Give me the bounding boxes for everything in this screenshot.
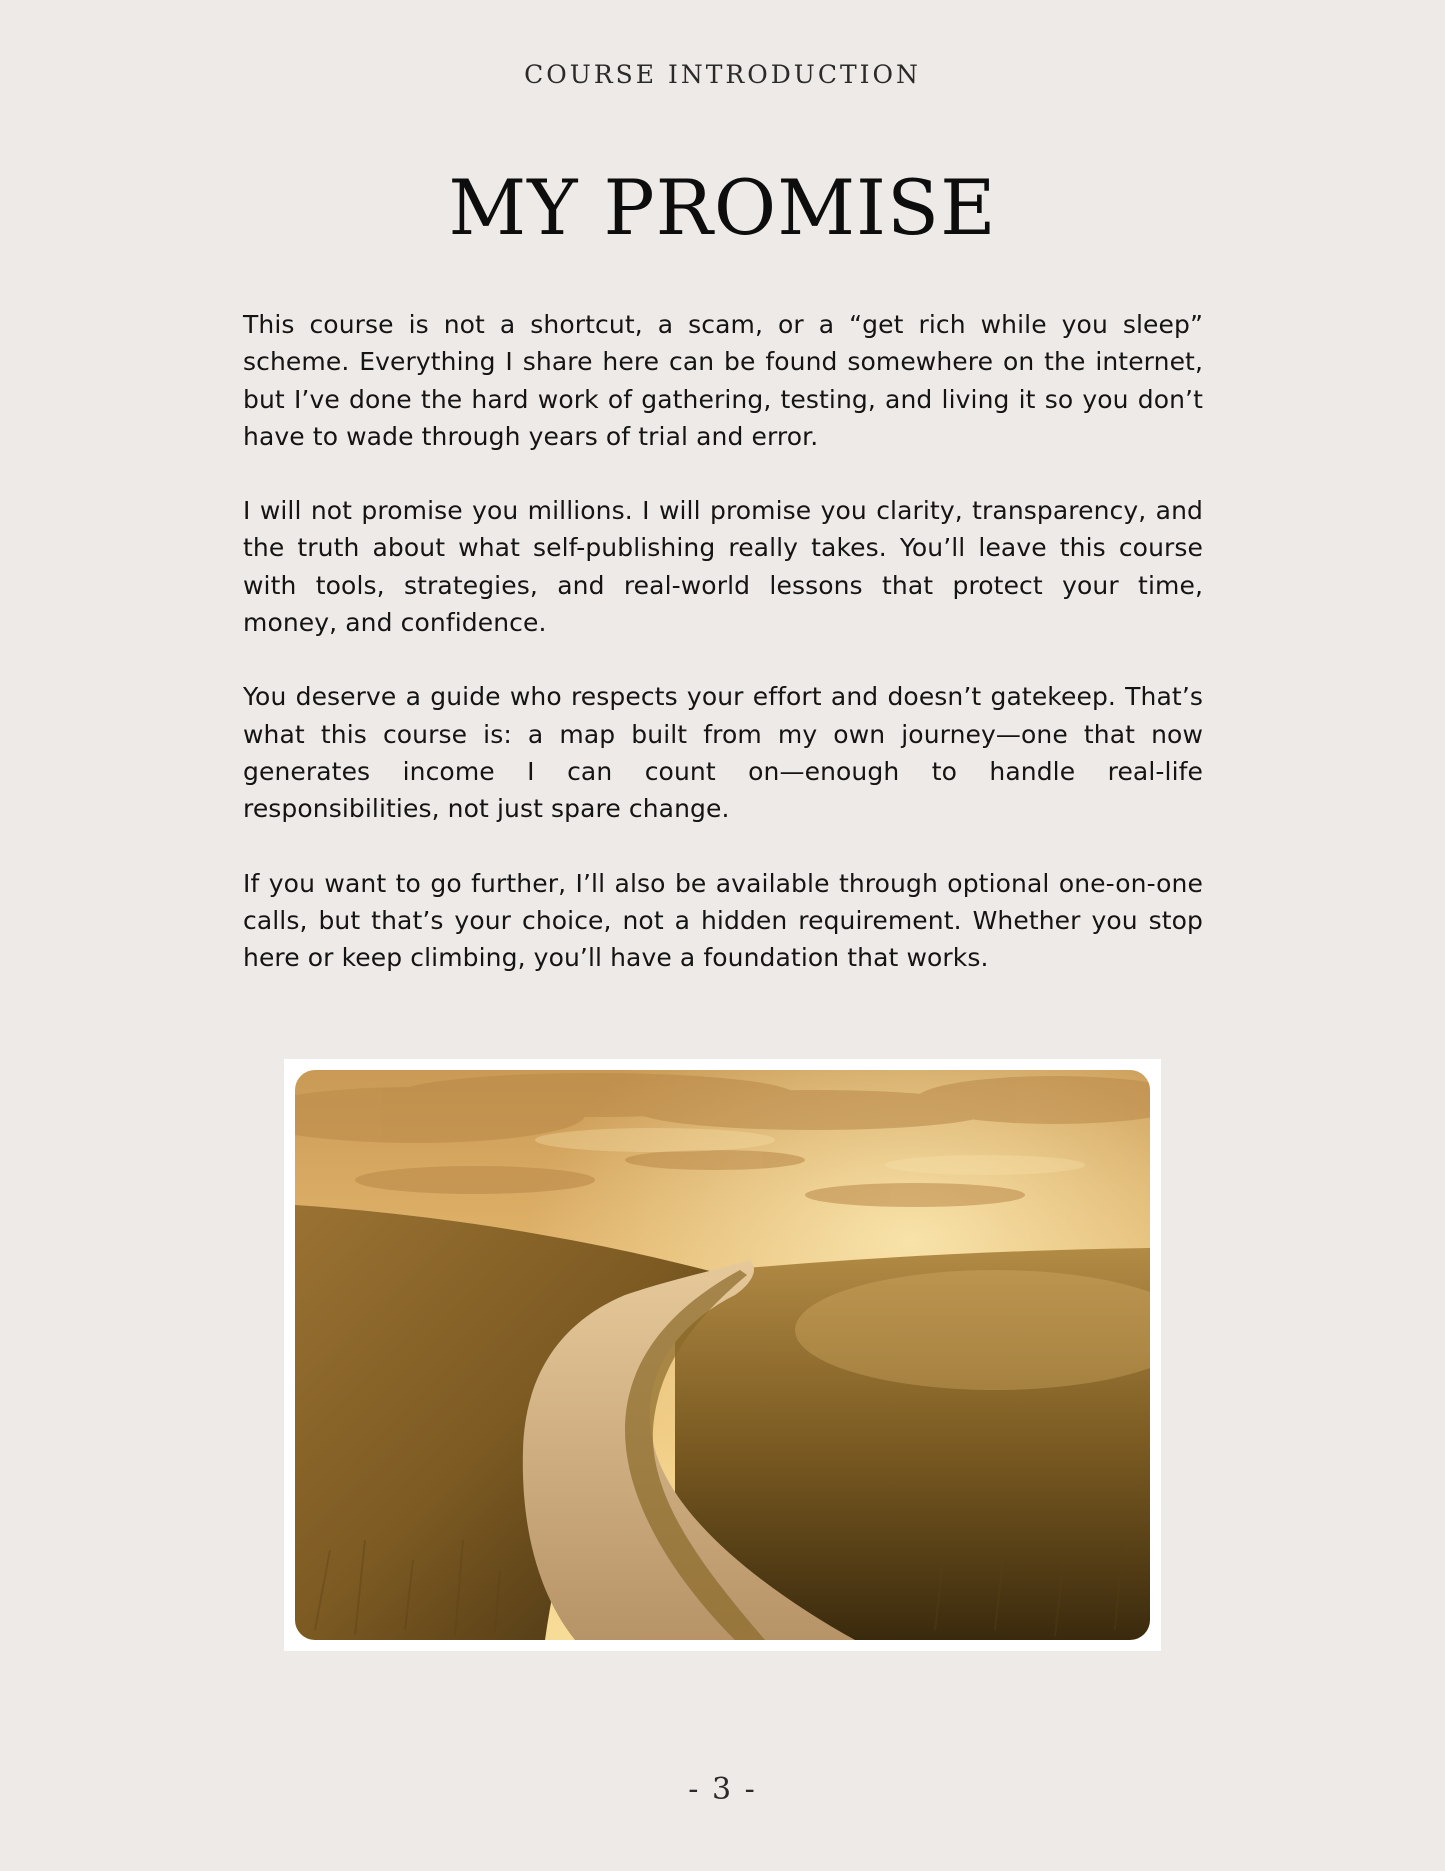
paragraph-4: If you want to go further, I’ll also be available through optional one-on-one calls, but that’s your choice, not a hidden requirement. Whether you stop here or keep climbing, you’ll have a foundation that works.: [243, 868, 1203, 973]
paragraph-2: I will not promise you millions. I will promise you clarity, transparency, and the truth about what self-publishing really takes. You’ll leave this course with tools, strategies, and real-world lessons that protect your time, money, and confidence.: [243, 496, 1203, 638]
winding-road-photo: [295, 1070, 1150, 1640]
paragraph-1: This course is not a shortcut, a scam, or a “get rich while you sleep” scheme. Everything I share here can be found somewhere on the internet, but I’ve done the hard work of gathering, testing, and living it so you don’t have to wade through years of trial and error.: [243, 310, 1203, 451]
photo-frame: [284, 1059, 1161, 1651]
paragraph-3: You deserve a guide who respects your effort and doesn’t gatekeep. That’s what this course is: a map built from my own journey—one that now generates income I can count on—enough to handle real-life responsibilities, not just spare change.: [243, 682, 1203, 824]
body-text: [243, 306, 1203, 1013]
page-title: MY PROMISE: [448, 163, 997, 252]
page-number: - 3 -: [688, 1772, 757, 1807]
winding-road-illustration: [295, 1070, 1150, 1640]
section-eyebrow: COURSE INTRODUCTION: [524, 60, 921, 89]
